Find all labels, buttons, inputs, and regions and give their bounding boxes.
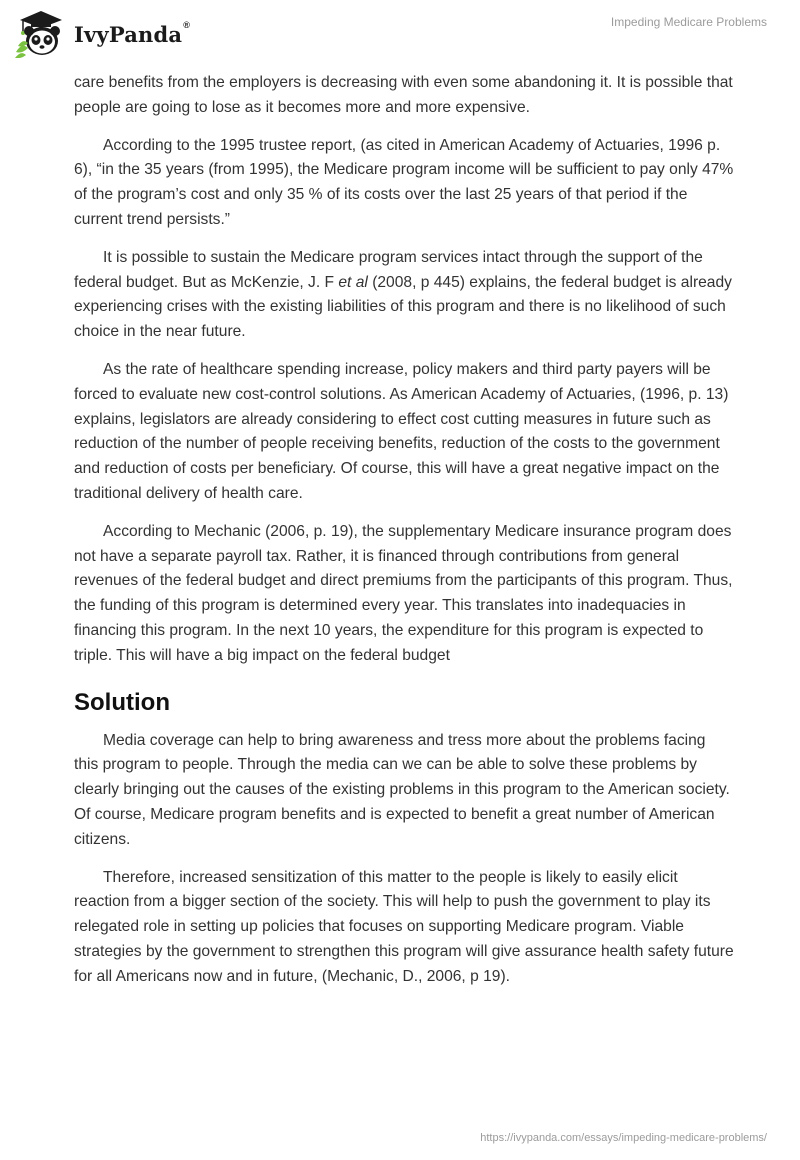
paragraph-sensitization: Therefore, increased sensitization of this matter to the people is likely to easily elicit reaction from a bigger section of the society. This will help to push the government to play its relegated role in setting up policies that focuses on supporting Medicare program. Viable strategies by the government to strengthen this program will give assurance health safety future for all Americans now and in future, (Mechanic, D., 2006, p 19).: [74, 868, 734, 985]
registered-mark: ®: [183, 19, 191, 30]
paragraph-text: (2008, p 445) explains, the federal budget is already experiencing crises with the existing liabilities of this program and there is no likelihood of such choice in the near future.: [74, 273, 732, 341]
paragraph-media-coverage: Media coverage can help to bring awareness and tress more about the problems facing this program to people. Through the media can we can be able to solve these problems by clearly bringing out the causes of the existing problems in this program to the American society. Of course, Medicare program benefits and is expected to benefit a great number of American citizens.: [74, 731, 730, 848]
paragraph-supplementary-insurance: According to Mechanic (2006, p. 19), the supplementary Medicare insurance program does not have a separate payroll tax. Rather, it is financed through contributions from general revenues of the federal budget and direct premiums from the participants of this program. Thus, the funding of this program is determined every year. This translates into inadequacies in financing this program. In the next 10 years, the expenditure for this program is expected to triple. This will have a big impact on the federal budget: [74, 522, 733, 664]
source-url-link[interactable]: https://ivypanda.com/essays/impeding-medicare-problems/: [480, 1132, 767, 1144]
ivypanda-logo[interactable]: [14, 8, 190, 58]
panda-graduate-icon: [14, 8, 66, 58]
paragraph-continued: care benefits from the employers is decreasing with even some abandoning it. It is possible that people are going to lose as it becomes more and more expensive.: [74, 74, 733, 116]
document-title: Impeding Medicare Problems: [610, 15, 767, 29]
paragraph-text: It is possible to sustain the Medicare program services intact through the support of the federal budget. But as McKenzie, J. F: [74, 248, 703, 291]
page-header: [0, 0, 800, 66]
paragraph-trustee-report: According to the 1995 trustee report, (as cited in American Academy of Actuaries, 1996 p. 6), “in the 35 years (from 1995), the Medicare program income will be sufficient to pay only 47% of the program’s cost and only 35 % of its costs over the last 25 years of that period if the current trend persists.”: [74, 136, 734, 228]
italic-et-al: et al: [338, 273, 368, 291]
paragraph-cost-control: As the rate of healthcare spending increase, policy makers and third party payers will be forced to evaluate new cost-control solutions. As American Academy of Actuaries, (1996, p. 13) explains, legislators are already considering to effect cost cutting measures in future such as reduction of the number of people receiving benefits, reduction of the costs to the government and reduction of costs per beneficiary. Of course, this will have a great negative impact on the traditional delivery of health care.: [74, 360, 729, 502]
section-heading-solution: Solution: [74, 688, 170, 716]
essay-body: [74, 71, 734, 1003]
paragraph-federal-budget: [74, 246, 734, 345]
brand-name: IvyPanda®: [74, 19, 191, 47]
